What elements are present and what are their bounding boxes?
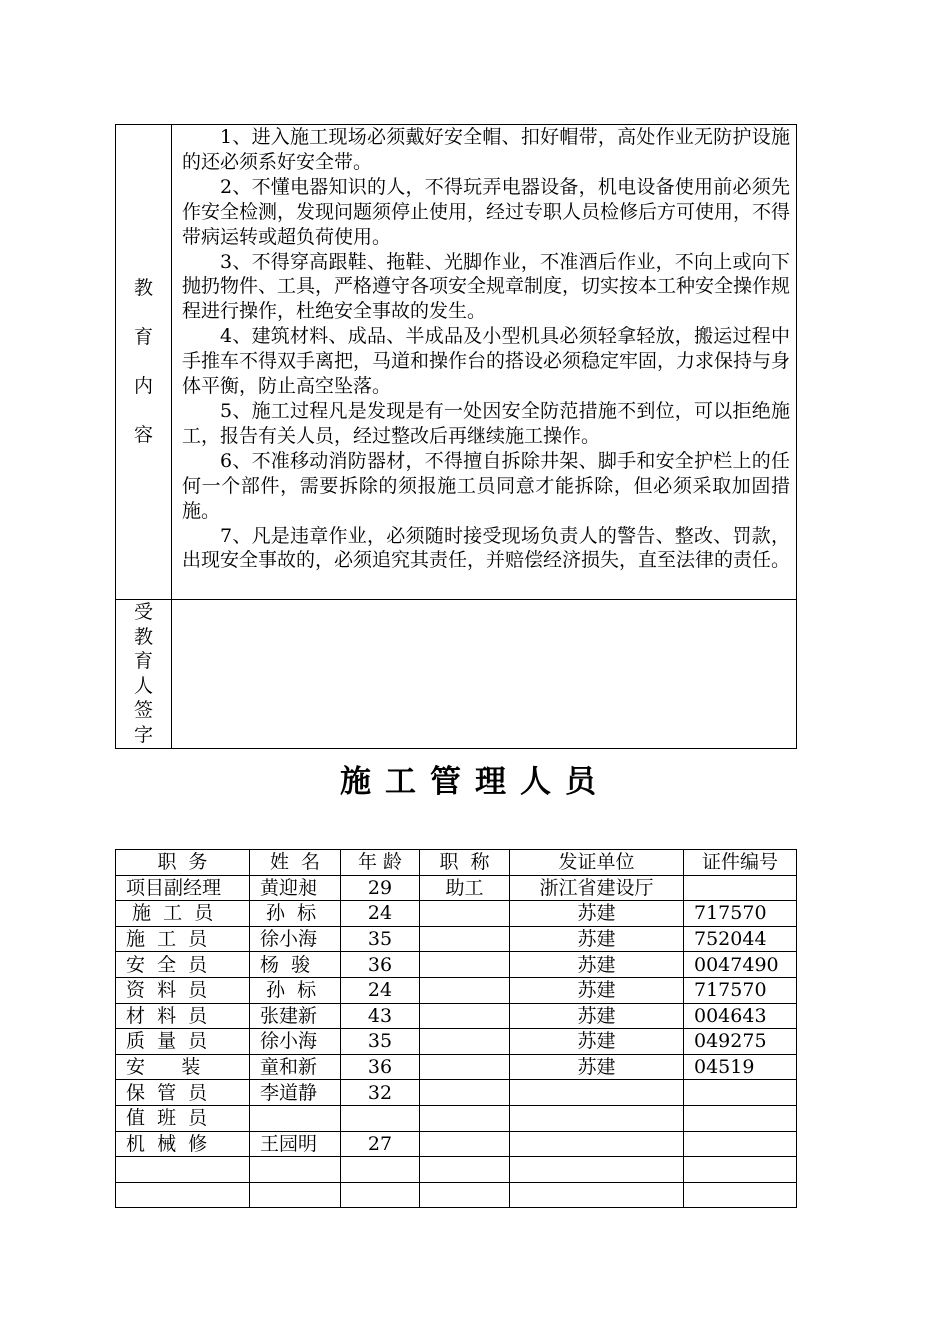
cell-name xyxy=(250,1157,341,1183)
cell-cert: 049275 xyxy=(684,1029,797,1055)
cell-issuer: 苏建 xyxy=(510,952,684,978)
cell-cert xyxy=(684,1157,797,1183)
cell-issuer xyxy=(510,1105,684,1131)
cell-age: 32 xyxy=(341,1080,420,1106)
cell-role: 材 料 员 xyxy=(116,1003,250,1029)
table-row xyxy=(116,901,797,927)
cell-age xyxy=(341,1157,420,1183)
cell-role: 资 料 员 xyxy=(116,977,250,1003)
table-row xyxy=(116,1003,797,1029)
cell-issuer xyxy=(510,1080,684,1106)
cell-age xyxy=(341,1182,420,1208)
table-row xyxy=(116,1029,797,1055)
label-char: 容 xyxy=(133,424,153,446)
education-item-1: 1、进入施工现场必须戴好安全帽、扣好帽带，高处作业无防护设施的还必须系好安全带。 xyxy=(182,126,790,173)
cell-name: 孙 标 xyxy=(250,977,341,1003)
cell-title xyxy=(420,1182,510,1208)
cell-issuer xyxy=(510,1157,684,1183)
cell-issuer: 浙江省建设厅 xyxy=(510,875,684,901)
cell-role: 施 工 员 xyxy=(116,901,250,927)
header-cert: 证件编号 xyxy=(684,850,797,876)
cell-age: 24 xyxy=(341,901,420,927)
cell-role: 安 全 员 xyxy=(116,952,250,978)
cell-age: 29 xyxy=(341,875,420,901)
cell-age xyxy=(341,1105,420,1131)
cell-issuer: 苏建 xyxy=(510,1054,684,1080)
table-row xyxy=(116,875,797,901)
cell-title xyxy=(420,952,510,978)
label-char: 字 xyxy=(133,723,153,746)
signature-row xyxy=(116,600,797,749)
cell-title: 助工 xyxy=(420,875,510,901)
cell-issuer: 苏建 xyxy=(510,926,684,952)
cell-title xyxy=(420,926,510,952)
label-char: 内 xyxy=(133,375,153,397)
cell-issuer xyxy=(510,1182,684,1208)
cell-age: 36 xyxy=(341,1054,420,1080)
cell-name: 杨 骏 xyxy=(250,952,341,978)
education-content-cell xyxy=(172,125,797,600)
label-char: 受 xyxy=(133,601,153,623)
cell-role: 施 工 员 xyxy=(116,926,250,952)
cell-name: 王园明 xyxy=(250,1131,341,1157)
cell-role xyxy=(116,1157,250,1183)
cell-role xyxy=(116,1182,250,1208)
cell-role: 质 量 员 xyxy=(116,1029,250,1055)
cell-name: 童和新 xyxy=(250,1054,341,1080)
staff-header-row xyxy=(116,850,797,876)
label-char: 教 xyxy=(133,277,153,299)
cell-title xyxy=(420,1157,510,1183)
table-row xyxy=(116,977,797,1003)
cell-cert xyxy=(684,1105,797,1131)
education-label-cell xyxy=(116,125,172,600)
staff-table xyxy=(115,849,797,1208)
cell-name: 孙 标 xyxy=(250,901,341,927)
cell-cert: 717570 xyxy=(684,901,797,927)
cell-role: 项目副经理 xyxy=(116,875,250,901)
cell-cert xyxy=(684,1131,797,1157)
cell-title xyxy=(420,977,510,1003)
header-age: 年 龄 xyxy=(341,850,420,876)
cell-name: 李道静 xyxy=(250,1080,341,1106)
cell-age: 35 xyxy=(341,926,420,952)
signature-label-cell xyxy=(116,600,172,749)
cell-name xyxy=(250,1182,341,1208)
header-issuer: 发证单位 xyxy=(510,850,684,876)
education-item-3: 3、不得穿高跟鞋、拖鞋、光脚作业，不准酒后作业，不向上或向下抛扔物件、工具，严格遵守各项安全规章制度，切实按本工种安全操作规程进行操作，杜绝安全事故的发生。 xyxy=(182,250,791,323)
cell-name: 徐小海 xyxy=(250,926,341,952)
cell-title xyxy=(420,1003,510,1029)
education-content-row xyxy=(116,125,797,600)
cell-cert xyxy=(684,1080,797,1106)
header-title: 职 称 xyxy=(420,850,510,876)
signature-field[interactable] xyxy=(172,600,797,749)
cell-age: 36 xyxy=(341,952,420,978)
education-content xyxy=(172,125,796,599)
table-row xyxy=(116,926,797,952)
cell-name xyxy=(250,1105,341,1131)
cell-issuer: 苏建 xyxy=(510,901,684,927)
education-item-4: 4、建筑材料、成品、半成品及小型机具必须轻拿轻放，搬运过程中手推车不得双手离把，马道和操作台的搭设必须稳定牢固，力求保持与身体平衡，防止高空坠落。 xyxy=(182,325,791,398)
staff-section-title: 施工管理人员 xyxy=(340,764,610,800)
cell-age: 43 xyxy=(341,1003,420,1029)
header-role: 职 务 xyxy=(116,850,250,876)
cell-cert: 004643 xyxy=(684,1003,797,1029)
label-char: 教 xyxy=(133,625,153,648)
header-name: 姓 名 xyxy=(250,850,341,876)
education-item-6: 6、不准移动消防器材，不得擅自拆除井架、脚手和安全护栏上的任何一个部件，需要拆除的须报施工员同意才能拆除，但必须采取加固措施。 xyxy=(182,449,790,522)
cell-name: 黄迎昶 xyxy=(250,875,341,901)
cell-issuer: 苏建 xyxy=(510,1029,684,1055)
table-row xyxy=(116,1182,797,1208)
cell-role: 安 装 xyxy=(116,1054,250,1080)
label-char: 人 xyxy=(133,674,153,697)
label-char: 育 xyxy=(133,326,153,348)
cell-title xyxy=(420,1054,510,1080)
cell-role: 值 班 员 xyxy=(116,1105,250,1131)
table-row xyxy=(116,1054,797,1080)
label-char: 育 xyxy=(133,650,153,673)
cell-cert: 04519 xyxy=(684,1054,797,1080)
staff-body xyxy=(116,875,797,1208)
cell-role: 机 械 修 xyxy=(116,1131,250,1157)
cell-title xyxy=(420,1105,510,1131)
cell-name: 张建新 xyxy=(250,1003,341,1029)
education-item-7: 7、凡是违章作业，必须随时接受现场负责人的警告、整改、罚款，出现安全事故的，必须追究其责任，并赔偿经济损失，直至法律的责任。 xyxy=(182,524,791,572)
cell-age: 24 xyxy=(341,977,420,1003)
cell-cert: 0047490 xyxy=(684,952,797,978)
cell-issuer: 苏建 xyxy=(510,977,684,1003)
cell-issuer: 苏建 xyxy=(510,1003,684,1029)
cell-cert: 752044 xyxy=(684,926,797,952)
table-row xyxy=(116,1157,797,1183)
cell-issuer xyxy=(510,1131,684,1157)
education-item-5: 5、施工过程凡是发现是有一处因安全防范措施不到位，可以拒绝施工，报告有关人员，经过整改后再继续施工操作。 xyxy=(182,399,790,447)
education-table xyxy=(115,124,797,749)
cell-role: 保 管 员 xyxy=(116,1080,250,1106)
cell-title xyxy=(420,901,510,927)
education-item-2: 2、不懂电器知识的人，不得玩弄电器设备，机电设备使用前必须先作安全检测，发现问题须停止使用，经过专职人员检修后方可使用，不得带病运转或超负荷使用。 xyxy=(182,175,791,248)
education-label xyxy=(116,125,171,599)
cell-cert: 717570 xyxy=(684,977,797,1003)
cell-title xyxy=(420,1029,510,1055)
cell-name: 徐小海 xyxy=(250,1029,341,1055)
cell-age: 35 xyxy=(341,1029,420,1055)
cell-cert xyxy=(684,1182,797,1208)
signature-label xyxy=(116,600,171,748)
table-row xyxy=(116,1131,797,1157)
label-char: 签 xyxy=(133,699,153,722)
cell-cert xyxy=(684,875,797,901)
cell-title xyxy=(420,1131,510,1157)
cell-age: 27 xyxy=(341,1131,420,1157)
cell-title xyxy=(420,1080,510,1106)
table-row xyxy=(116,952,797,978)
table-row xyxy=(116,1105,797,1131)
table-row xyxy=(116,1080,797,1106)
